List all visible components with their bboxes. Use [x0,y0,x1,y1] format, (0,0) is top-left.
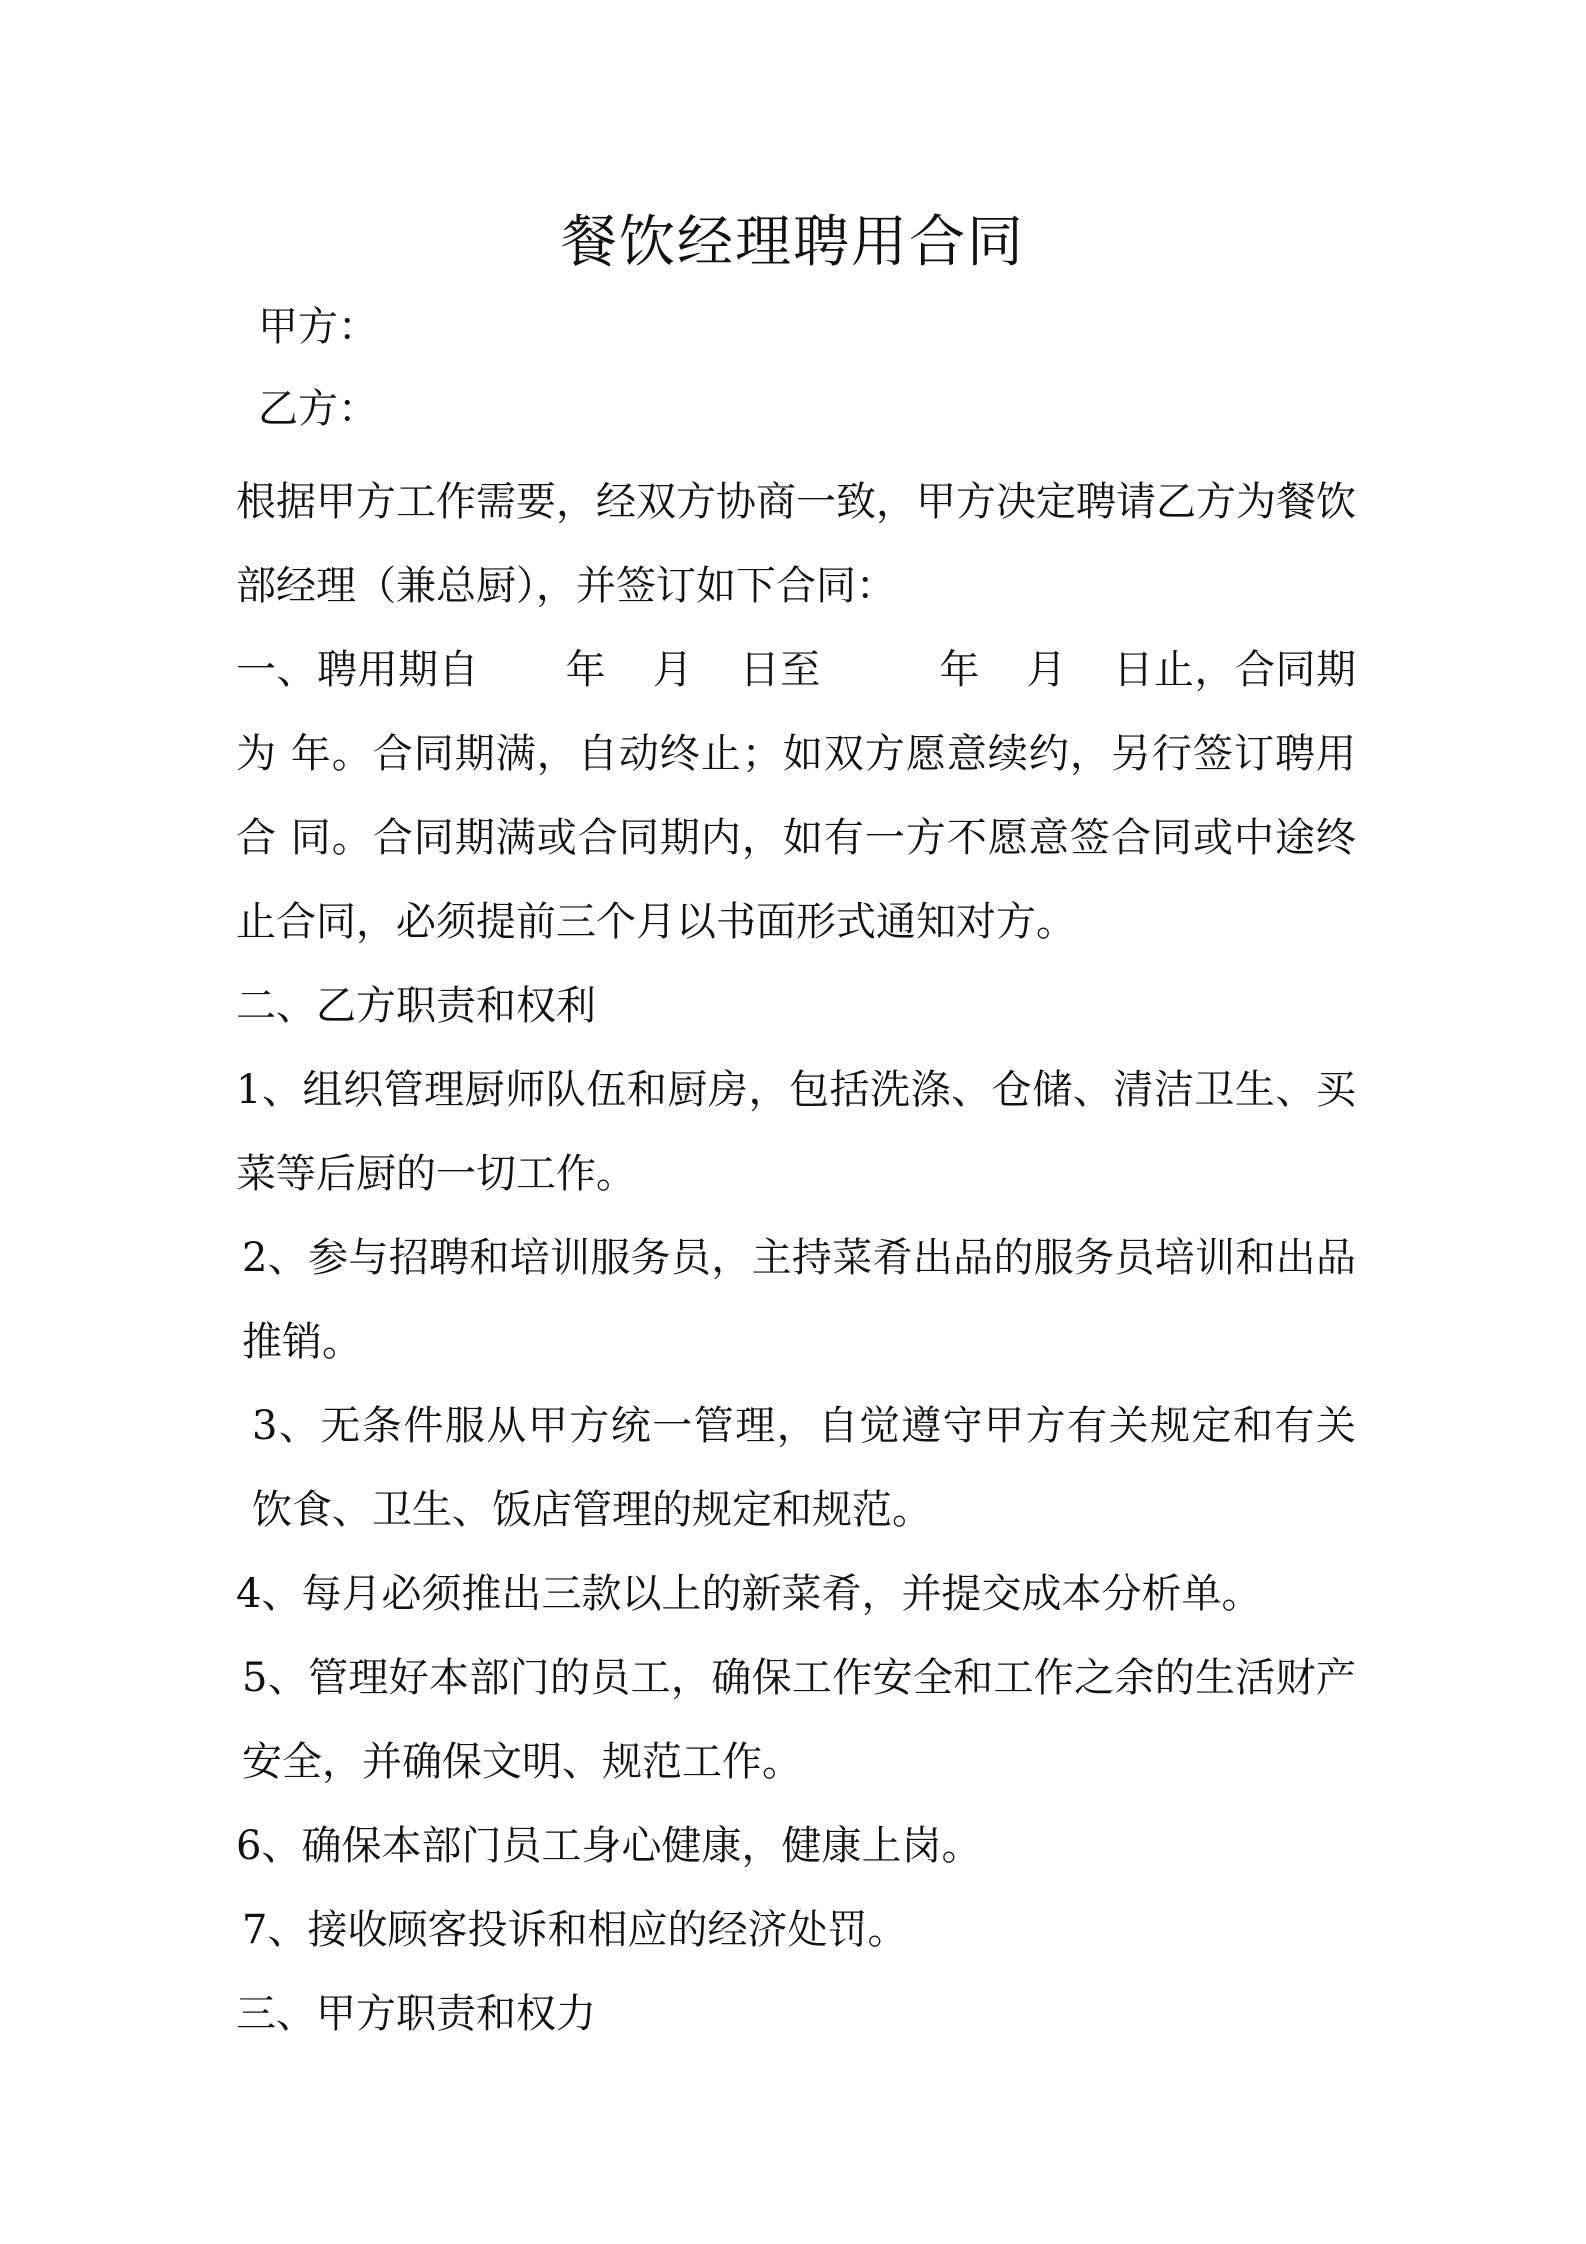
contract-body [236,460,1356,2056]
start-month-label: 月 [652,647,694,693]
party-a-field [258,302,378,352]
term-label: 一、聘用期自 [236,647,480,693]
duty-item-1: 1、组织管理厨师队伍和厨房，包括洗涤、仓储、清洁卫生、买菜等后厨的一切工作。 [236,1067,1356,1197]
start-day-label: 日至 [739,647,821,693]
duty-item-5: 5、管理好本部门的员工，确保工作安全和工作之余的生活财产安全，并确保文明、规范工作。 [242,1655,1356,1785]
duty-item-2: 2、参与招聘和培训服务员，主持菜肴出品的服务员培训和出品推销。 [242,1235,1356,1365]
section-3-heading: 三、甲方职责和权力 [236,1991,596,2037]
duty-item-7: 7、接收顾客投诉和相应的经济处罚。 [242,1907,908,1953]
end-day-text: 日止，合同期为 年。合同期满，自动终止；如双方愿意续约，另行签订聘用合 同。合同期满或合同期内，如有一方不愿意签合同或中途终止合同，必须提前三个月以书面形式通知对方。 [236,647,1357,945]
party-b-field [258,384,378,434]
party-a-label: 甲方： [258,304,378,350]
end-year-label: 年 [938,647,980,693]
end-month-label: 月 [1025,647,1067,693]
duty-item-4: 4、每月必须推出三款以上的新菜肴，并提交成本分析单。 [236,1571,1262,1617]
page-title: 餐饮经理聘用合同 [561,210,1025,275]
clause-employment-term [236,628,1356,964]
intro-paragraph: 根据甲方工作需要，经双方协商一致，甲方决定聘请乙方为餐饮部经理（兼总厨），并签订如下合同： [236,479,1356,609]
party-b-label: 乙方： [258,386,378,432]
duty-item-3: 3、无条件服从甲方统一管理，自觉遵守甲方有关规定和有关饮食、卫生、饭店管理的规定和规范。 [252,1403,1356,1533]
section-2-heading: 二、乙方职责和权利 [236,983,596,1029]
start-year-label: 年 [565,647,607,693]
duty-item-6: 6、确保本部门员工身心健康，健康上岗。 [236,1823,982,1869]
